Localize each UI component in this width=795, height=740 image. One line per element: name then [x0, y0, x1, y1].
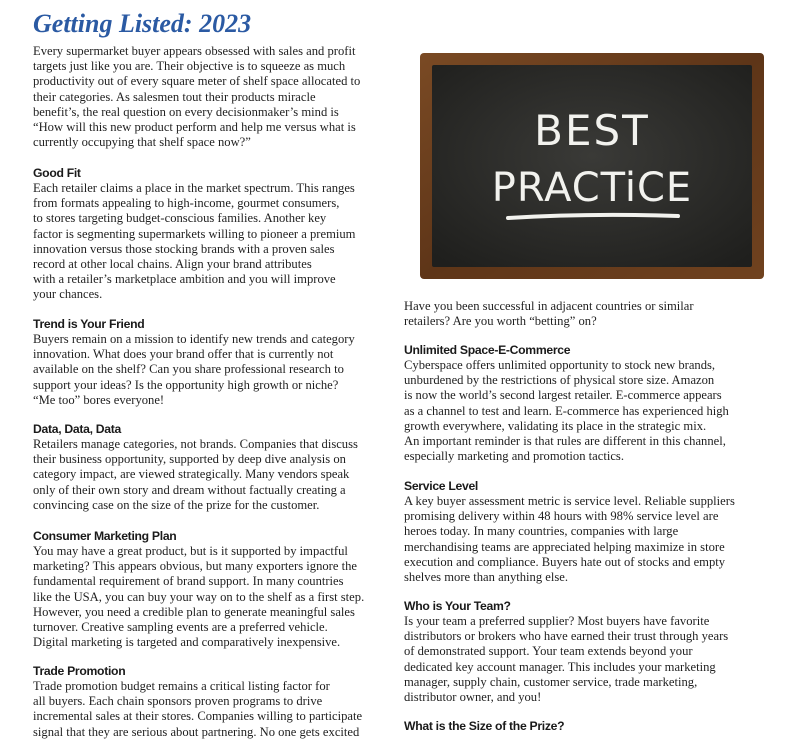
text-line: is now the world’s second largest retailer. E-commerce appears — [404, 388, 722, 403]
section-heading: Consumer Marketing Plan — [33, 529, 177, 543]
text-line: “Me too” bores everyone! — [33, 392, 165, 407]
text-line: their business opportunity, supported by deep dive analysis on — [33, 452, 346, 467]
text-line: “How will this new product perform and help me versus what is — [33, 120, 356, 135]
text-line: incremental sales at their stores. Companies willing to participate — [33, 709, 363, 724]
text-line: retailers? Are you worth “betting” on? — [404, 314, 597, 329]
text-line: especially marketing and promotion tactics. — [404, 449, 624, 464]
text-line: A key buyer assessment metric is service level. Reliable suppliers — [404, 494, 735, 508]
text-line: support your ideas? Is the opportunity high growth or niche? — [33, 377, 339, 392]
text-line: currently occupying that shelf space now?” — [33, 135, 251, 150]
section-heading: Trade Promotion — [33, 664, 126, 678]
section-heading: What is the Size of the Prize? — [404, 719, 565, 733]
text-line: merchandising teams are appreciated helping maximize in store — [404, 539, 725, 554]
chalk-word-practice: PRACTiCE — [491, 165, 693, 211]
text-line: turnover. Creative sampling events are a preferred vehicle. — [33, 620, 328, 635]
section-data — [33, 422, 358, 513]
section-service-level — [404, 479, 735, 585]
text-line: marketing? This appears obvious, but many exporters ignore the — [33, 559, 357, 574]
text-line: factor is segmenting supermarkets willing to pioneer a premium — [33, 226, 356, 241]
text-line: as a channel to test and learn. E-commerce has experienced high — [404, 403, 729, 418]
text-line: available on the shelf? Can you share professional research to — [33, 362, 344, 377]
text-line: like the USA, you can buy your way on to the shelf as a first step. — [33, 589, 365, 604]
section-heading: Good Fit — [33, 166, 81, 180]
text-line: An important reminder is that rules are different in this channel, — [404, 434, 726, 449]
text-line: Retailers manage categories, not brands. Companies that discuss — [33, 437, 358, 451]
text-line: shelves more than anything else. — [404, 570, 569, 585]
chalkboard-illustration — [420, 53, 764, 279]
text-line: dedicated key account manager. This includes your marketing — [404, 659, 716, 674]
section-heading: Trend is Your Friend — [33, 317, 145, 331]
text-line: innovation versus those stocking brands with a proven sales — [33, 241, 335, 256]
text-line: benefit’s, the real question on every decisionmaker’s mind is — [33, 104, 339, 119]
section-heading: Service Level — [404, 479, 479, 493]
page-title: Getting Listed: 2023 — [33, 9, 252, 38]
best-practice-chalkboard-image — [420, 53, 764, 279]
text-line: Cyberspace offers unlimited opportunity to stock new brands, — [404, 358, 716, 372]
text-line: You may have a great product, but is it supported by impactful — [33, 544, 348, 558]
text-line: your chances. — [33, 287, 103, 302]
text-line: all buyers. Each chain sponsors proven programs to drive — [33, 694, 323, 709]
section-trade-promotion — [33, 664, 362, 740]
text-line: Have you been successful in adjacent countries or similar — [404, 299, 694, 313]
text-line: growth everywhere, validating its place in the strategic mix. — [404, 418, 707, 433]
text-line: targets just like you are. Their objective is to squeeze as much — [33, 59, 346, 74]
section-size-of-prize — [404, 719, 564, 734]
chalk-word-best: BEST — [534, 106, 650, 155]
text-line: Trade promotion budget remains a critical listing factor for — [33, 679, 330, 693]
text-line: Digital marketing is targeted and comparatively inexpensive. — [33, 635, 341, 650]
text-line: innovation. What does your brand offer that is currently not — [33, 347, 334, 362]
text-line: manager, supply chain, customer service, trade marketing, — [404, 674, 698, 689]
section-trend — [33, 317, 355, 408]
text-line: with a retailer’s marketplace ambition and you will improve — [33, 272, 336, 287]
intro-paragraph — [33, 44, 360, 150]
text-line: convincing case on the size of the prize for the customer. — [33, 497, 320, 512]
text-line: from formats appealing to high-income, gourmet consumers, — [33, 196, 340, 211]
text-line: Every supermarket buyer appears obsessed with sales and profit — [33, 44, 356, 58]
text-line: Buyers remain on a mission to identify new trends and category — [33, 332, 355, 346]
text-line: distributor owner, and you! — [404, 690, 542, 705]
section-ecommerce — [404, 343, 729, 464]
text-line: record at other local chains. Align your brand attributes — [33, 257, 312, 272]
section-your-team — [404, 599, 728, 705]
text-line: to stores targeting budget-conscious families. Another key — [33, 211, 327, 226]
text-line: productivity out of every square meter of shelf space allocated to — [33, 74, 361, 89]
text-line: their categories. As salesmen tout their products miracle — [33, 89, 316, 104]
section-heading: Who is Your Team? — [404, 599, 511, 613]
section-consumer-marketing — [33, 529, 364, 650]
text-line: distributors or brokers who have earned their trust through years — [404, 629, 729, 644]
text-line: unburdened by the restrictions of physical store size. Amazon — [404, 373, 715, 388]
section-heading: Data, Data, Data — [33, 422, 121, 436]
section-heading: Unlimited Space-E-Commerce — [404, 343, 571, 357]
text-line: However, you need a credible plan to generate meaningful sales — [33, 604, 355, 619]
text-line: Is your team a preferred supplier? Most buyers have favorite — [404, 614, 710, 628]
text-line: of demonstrated support. Your team extends beyond your — [404, 644, 693, 659]
text-line: only of their own story and dream without factually creating a — [33, 482, 346, 497]
text-line: signal that they are serious about partnering. No one gets excited — [33, 724, 360, 739]
right-intro-paragraph — [404, 299, 694, 329]
text-line: heroes today. In many countries, companies with large — [404, 524, 679, 539]
text-line: category impact, are viewed strategically. Many vendors speak — [33, 467, 350, 482]
text-line: Each retailer claims a place in the market spectrum. This ranges — [33, 181, 355, 195]
text-line: fundamental requirement of brand support. In many countries — [33, 574, 344, 589]
section-good-fit — [33, 166, 355, 303]
text-line: promising delivery within 48 hours with 98% service level are — [404, 509, 719, 524]
text-line: execution and compliance. Buyers hate out of stocks and empty — [404, 554, 726, 569]
